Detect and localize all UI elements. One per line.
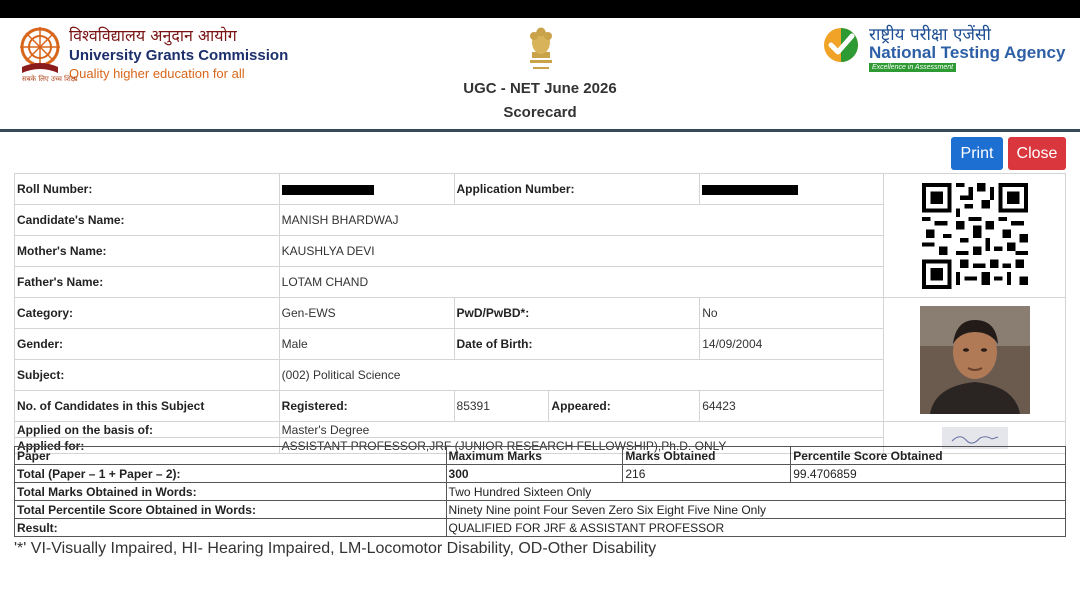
percentile-value: 99.4706859 <box>791 465 1066 483</box>
gender-label: Gender: <box>15 329 280 360</box>
table-row <box>15 174 1066 205</box>
table-row <box>15 519 1066 537</box>
dob-label: Date of Birth: <box>454 329 700 360</box>
footnote: '*' VI-Visually Impaired, HI- Hearing Impaired, LM-Locomotor Disability, OD-Other Disability <box>14 540 657 557</box>
pwd-label: PwD/PwBD*: <box>454 298 700 329</box>
applied-for-value: ASSISTANT PROFESSOR,JRF (JUNIOR RESEARCH FELLOWSHIP),Ph.D. ONLY <box>279 438 883 454</box>
national-emblem-icon <box>524 26 558 76</box>
appeared-value: 64423 <box>700 391 884 422</box>
basis-value: Master's Degree <box>279 422 883 438</box>
mother-name-value: KAUSHLYA DEVI <box>279 236 883 267</box>
candidates-count-label: No. of Candidates in this Subject <box>15 391 280 422</box>
max-marks-header: Maximum Marks <box>446 447 623 465</box>
application-number-label: Application Number: <box>454 174 700 205</box>
application-number-value <box>700 174 884 205</box>
result-value: QUALIFIED FOR JRF & ASSISTANT PROFESSOR <box>446 519 1065 537</box>
candidate-details-table <box>14 173 1066 454</box>
ugc-hindi-name: विश्वविद्यालय अनुदान आयोग <box>69 26 237 45</box>
applied-for-label: Applied for: <box>15 438 280 454</box>
marks-words-label: Total Marks Obtained in Words: <box>15 483 447 501</box>
table-row <box>15 422 1066 438</box>
ugc-tagline: Quality higher education for all <box>69 66 245 81</box>
qr-code-cell <box>884 174 1066 298</box>
dob-value: 14/09/2004 <box>700 329 884 360</box>
percentile-words-label: Total Percentile Score Obtained in Words: <box>15 501 447 519</box>
result-label: Result: <box>15 519 447 537</box>
marks-table <box>14 446 1066 537</box>
exam-title: UGC - NET June 2026 <box>463 80 617 97</box>
table-row <box>15 465 1066 483</box>
father-name-label: Father's Name: <box>15 267 280 298</box>
pwd-value: No <box>700 298 884 329</box>
category-value: Gen-EWS <box>279 298 454 329</box>
nta-name: National Testing Agency <box>869 43 1066 62</box>
header-divider <box>0 129 1080 132</box>
max-marks-value: 300 <box>446 465 623 483</box>
redacted-application-number <box>702 185 798 195</box>
basis-label: Applied on the basis of: <box>15 422 280 438</box>
candidate-name-label: Candidate's Name: <box>15 205 280 236</box>
ugc-small-hindi: सबके लिए उच्च शिक्षा <box>22 75 78 83</box>
percentile-words-value: Ninety Nine point Four Seven Zero Six Eight Five Nine Only <box>446 501 1065 519</box>
ugc-logo-icon <box>18 23 62 81</box>
top-black-bar <box>0 0 1080 18</box>
nta-hindi-name: राष्ट्रीय परीक्षा एजेंसी <box>869 25 991 45</box>
category-label: Category: <box>15 298 280 329</box>
registered-value: 85391 <box>454 391 549 422</box>
photo-cell <box>884 298 1066 422</box>
appeared-label: Appeared: <box>549 391 700 422</box>
subject-value: (002) Political Science <box>279 360 883 391</box>
ugc-name: University Grants Commission <box>69 47 289 64</box>
father-name-value: LOTAM CHAND <box>279 267 883 298</box>
close-button[interactable]: Close <box>1008 137 1066 170</box>
roll-number-value <box>279 174 454 205</box>
roll-number-label: Roll Number: <box>15 174 280 205</box>
nta-check-logo-icon <box>822 26 860 64</box>
nta-tagline: Excellence in Assessment <box>869 63 956 72</box>
table-row <box>15 483 1066 501</box>
candidate-name-value: MANISH BHARDWAJ <box>279 205 883 236</box>
gender-value: Male <box>279 329 454 360</box>
table-row <box>15 501 1066 519</box>
marks-words-value: Two Hundred Sixteen Only <box>446 483 1065 501</box>
mother-name-label: Mother's Name: <box>15 236 280 267</box>
total-label: Total (Paper – 1 + Paper – 2): <box>15 465 447 483</box>
marks-obtained-value: 216 <box>623 465 791 483</box>
candidate-photo <box>920 306 1030 414</box>
redacted-roll-number <box>282 185 374 195</box>
marks-obtained-header: Marks Obtained <box>623 447 791 465</box>
percentile-header: Percentile Score Obtained <box>791 447 1066 465</box>
subject-label: Subject: <box>15 360 280 391</box>
print-button[interactable]: Print <box>951 137 1003 170</box>
paper-header: Paper <box>15 447 447 465</box>
table-header-row <box>15 447 1066 465</box>
qr-code-icon <box>922 183 1028 289</box>
exam-subtitle: Scorecard <box>503 104 577 121</box>
table-row <box>15 298 1066 329</box>
registered-label: Registered: <box>279 391 454 422</box>
